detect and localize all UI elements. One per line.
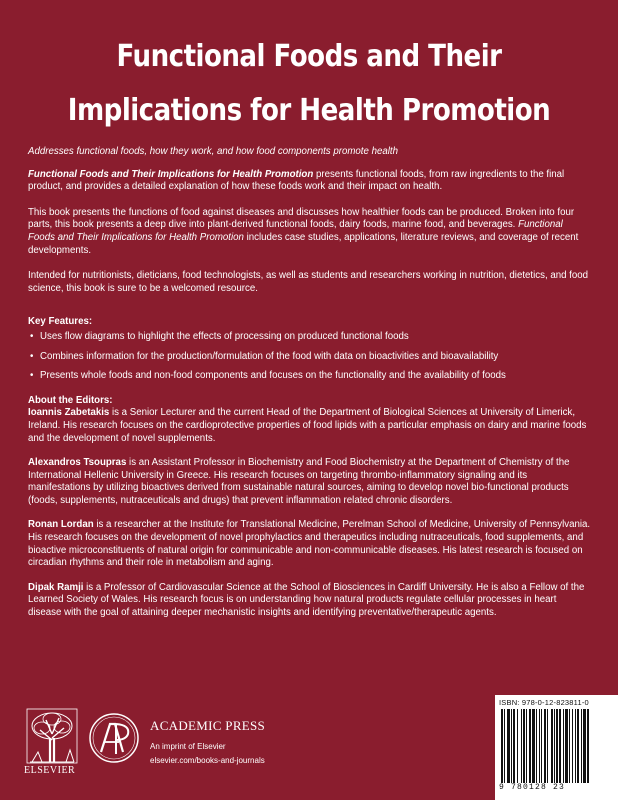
key-feature-item: • Combines information for the production/formulation of the food with data on bioactivities and bioavailability [28,351,592,364]
academic-press-logo-icon [88,712,140,764]
barcode-bar [559,709,561,783]
barcode-bar [577,709,579,783]
editor-name: Ronan Lordan [28,519,94,531]
editor-bio-text: is a Senior Lecturer and the current Head of the Department of Biological Sciences at University of Limerick, Ireland. His research focuses on the cardioprotective properties of food lipids with a particular emphasis on dairy and marine foods and the development of novel supplements. [28,407,587,444]
intro-book-title: Functional Foods and Their Implications for Health Promotion [28,168,314,180]
barcode-bar [563,709,564,783]
elsevier-wordmark: ELSEVIER [24,765,76,776]
barcode-bar [523,709,525,783]
isbn-label: ISBN: 978-0-12-823811-0 [499,698,589,707]
elsevier-tree-logo-icon [26,708,78,764]
tagline: Addresses functional foods, how they work, and how food components promote health [28,146,398,157]
editor-bio [28,519,592,569]
publisher-info [150,718,265,765]
barcode-digits: 9 780128 23 [499,783,566,792]
barcode-bar [536,709,537,783]
intro-paragraph [28,169,592,194]
barcode-bar [504,709,505,783]
barcode-icon [501,709,613,783]
publisher-name: ACADEMIC PRESS [150,718,266,733]
barcode-bar [529,709,531,783]
barcode-bar [569,709,570,783]
barcode-bar [507,709,510,783]
publisher-imprint: An imprint of Elsevier [150,742,226,751]
barcode-bar [541,709,542,783]
barcode-bar [517,709,518,783]
title-line-1: Functional Foods and Their [116,39,502,74]
barcode-bar [581,709,582,783]
key-features-heading: Key Features: [28,316,93,328]
barcode-bar [513,709,515,783]
editor-name: Ioannis Zabetakis [28,407,110,419]
editor-name: Dipak Ramji [28,581,84,593]
barcode-bar [547,709,548,783]
barcode-bar [565,709,568,783]
barcode-bar [572,709,573,783]
intro-text: presents functional foods, from raw ingredients to the final product, and provides a detailed explanation of how these foods work and their impact on health. [28,168,565,193]
barcode-bar [532,709,535,783]
barcode-bar [575,709,576,783]
audience-paragraph: Intended for nutritionists, dieticians, food technologists, as well as students and researchers working in nutrition, dietetics, and food science, this book is sure to be a welcomed resource. [28,270,589,294]
editor-bio-text: is an Assistant Professor in Biochemistry and Food Biochemistry at the Department of Chemistry of the International Hellenic University in Greece. His research focuses on targeting thrombo-inflammatory signaling and its manifestations by utilizing bioactives derived from sustainable natural sources, aiming to develop novel bio-functional products (foods, supplements, nutraceuticals and drugs) that prevent inflammation related chronic disorders. [28,457,570,506]
key-feature-item: • Presents whole foods and non-food components and focuses on the functionality and the availability of foods [28,370,592,383]
barcode-bar [501,709,503,783]
description-book-title: Functional Foods and Their Implications for Health Promotion [28,219,563,243]
barcode-bar [587,709,589,783]
barcode-bar [551,709,553,783]
description-paragraph [28,207,592,257]
isbn-barcode [495,695,618,800]
barcode-bar [556,709,558,783]
editors-heading: About the Editors: [28,394,113,406]
description-text-after: includes case studies, applications, literature reviews, and coverage of recent developments. [28,231,579,256]
barcode-bar [521,709,522,783]
key-feature-item: • Uses flow diagrams to highlight the effects of processing on produced functional foods [28,331,592,344]
editor-bio [28,407,592,445]
barcode-bar [539,709,540,783]
title-line-2: Implications for Health Promotion [67,93,551,128]
editor-bio-text: is a researcher at the Institute for Translational Medicine, Perelman School of Medicine, University of Pennsylvania. His research focuses on the development of novel prophylactics and therapeutics including nutraceuticals, food supplements, and bioactive microconstituents of natural origin for communicable and non-communicable diseases. His latest research is focused on circadian rhythms and their role in metabolism and aging. [28,519,591,569]
key-features-list [28,331,592,383]
cover-text [28,146,592,632]
publisher-url: elsevier.com/books-and-journals [150,756,265,765]
editor-name: Alexandros Tsoupras [28,457,127,469]
barcode-bar [526,709,527,783]
editor-bio [28,457,592,507]
barcode-bar [511,709,512,783]
barcode-bar [583,709,586,783]
barcode-bar [544,709,546,783]
editor-bio-text: is a Professor of Cardiovascular Science at the School of Biosciences in Cardiff University. He is also a Fellow of the Learned Society of Wales. His research focus is on understanding how natural products regulate cellular processes in heart disease with the goal of attaining deeper mechanistic insights and identifying preventative/therapeutic agents. [28,581,585,619]
book-title [40,30,578,138]
editor-bio [28,582,592,620]
barcode-bar [554,709,555,783]
description-text-before: This book presents the functions of food against diseases and discusses how healthier foods can be produced. Broken into four parts, this book presents a deep dive into plant-derived functional foods, dairy foods, marine food, and beverages. [28,206,575,231]
